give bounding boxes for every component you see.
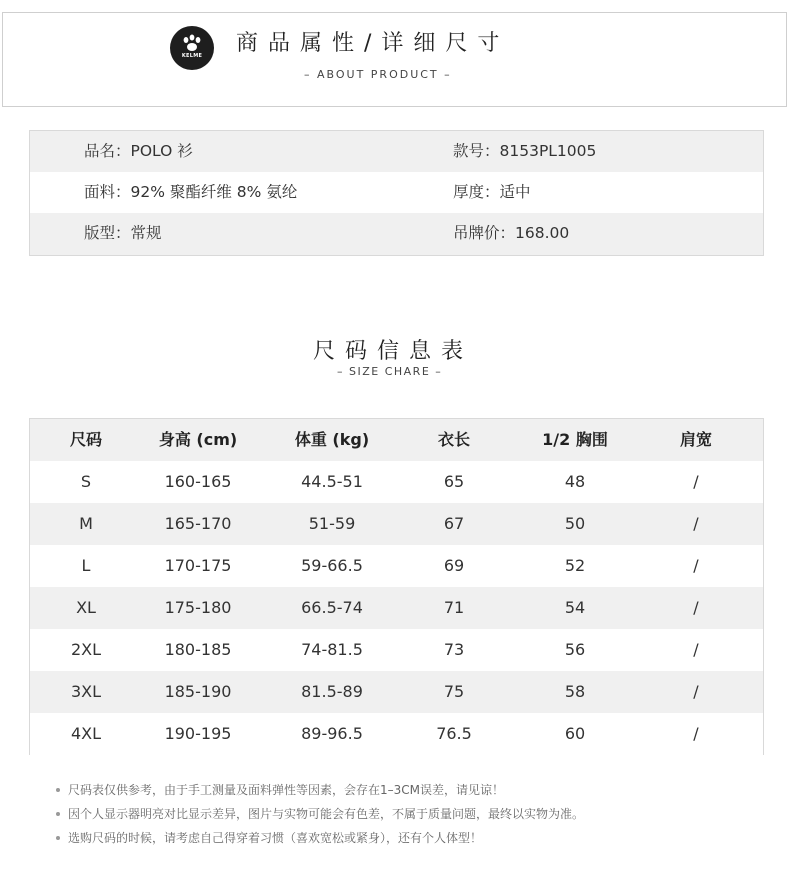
cell-shoulder: / [693,556,699,575]
attribute-row [30,131,763,172]
attribute-tag-price: 吊牌价：168.00 [453,224,570,242]
note-text: 尺码表仅供参考，由于手工测量及面料弹性等因素，会存在1–3CM误差，请见谅！ [68,783,505,797]
note-text: 因个人显示器明亮对比显示差异，图片与实物可能会有色差，不属于质量问题，最终以实物为准。 [68,807,585,821]
cell-height: 175-180 [164,598,232,617]
attribute-row [30,213,763,255]
table-row [30,461,763,503]
column-header-height: 身高 (cm) [158,430,238,449]
column-header-size: 尺码 [69,430,103,449]
note-item [56,802,584,826]
cell-half-chest: 56 [564,640,586,659]
cell-height: 165-170 [164,514,232,533]
column-header-weight: 体重 (kg) [294,430,370,449]
note-item [56,826,584,850]
note-item [56,778,584,802]
cell-shoulder: / [693,724,699,743]
bullet-dot-icon [56,788,60,792]
page-subtitle: – ABOUT PRODUCT – [304,68,452,81]
cell-height: 185-190 [164,682,232,701]
cell-length: 69 [443,556,465,575]
column-header-half-chest: 1/2 胸围 [542,430,608,449]
cell-size: XL [76,598,96,617]
table-header-row [30,419,763,461]
cell-length: 73 [443,640,465,659]
cell-height: 180-185 [164,640,232,659]
note-text: 选购尺码的时候，请考虑自己得穿着习惯（喜欢宽松或紧身），还有个人体型！ [68,831,483,845]
column-header-shoulder: 肩宽 [679,430,713,449]
cell-half-chest: 50 [564,514,586,533]
attribute-product-name: 品名：POLO 衫 [84,142,193,160]
size-chart-table [29,418,764,755]
cell-size: S [80,472,92,491]
cell-height: 160-165 [164,472,232,491]
paw-icon [170,26,214,70]
cell-height: 190-195 [164,724,232,743]
cell-size: 2XL [70,640,102,659]
cell-shoulder: / [693,682,699,701]
size-chart-title: 尺码信息表 [313,339,474,364]
cell-shoulder: / [693,514,699,533]
cell-shoulder: / [693,598,699,617]
cell-size: M [79,514,93,533]
page-title: 商品属性/详细尺寸 [236,31,510,56]
cell-length: 65 [443,472,465,491]
cell-shoulder: / [693,472,699,491]
cell-length: 71 [443,598,465,617]
cell-shoulder: / [693,640,699,659]
cell-size: 3XL [70,682,102,701]
cell-half-chest: 60 [564,724,586,743]
cell-half-chest: 54 [564,598,586,617]
attribute-fabric: 面料：92% 聚酯纤维 8% 氨纶 [84,183,298,201]
cell-length: 76.5 [436,724,472,743]
table-row [30,503,763,545]
cell-weight: 81.5-89 [301,682,363,701]
logo-brand-text: KELME [181,53,203,59]
cell-weight: 51-59 [308,514,356,533]
cell-weight: 66.5-74 [301,598,363,617]
cell-size: 4XL [70,724,102,743]
bullet-dot-icon [56,836,60,840]
attribute-row [30,172,763,213]
cell-weight: 59-66.5 [301,556,363,575]
cell-length: 67 [443,514,465,533]
cell-size: L [81,556,91,575]
table-row [30,587,763,629]
cell-half-chest: 48 [564,472,586,491]
attribute-thickness: 厚度：适中 [453,183,531,201]
table-row [30,545,763,587]
table-row [30,713,763,755]
attribute-style-number: 款号：8153PL1005 [453,142,597,160]
cell-half-chest: 58 [564,682,586,701]
cell-weight: 44.5-51 [301,472,363,491]
cell-weight: 89-96.5 [301,724,363,743]
cell-half-chest: 52 [564,556,586,575]
column-header-length: 衣长 [437,430,471,449]
bullet-dot-icon [56,812,60,816]
brand-logo [170,26,214,70]
size-chart-subtitle: – SIZE CHARE – [337,365,443,378]
cell-height: 170-175 [164,556,232,575]
attribute-fit: 版型：常规 [84,224,162,242]
table-row [30,671,763,713]
table-row [30,629,763,671]
cell-weight: 74-81.5 [301,640,363,659]
notes-list [56,778,584,850]
product-attributes-table [29,130,764,256]
cell-length: 75 [443,682,465,701]
